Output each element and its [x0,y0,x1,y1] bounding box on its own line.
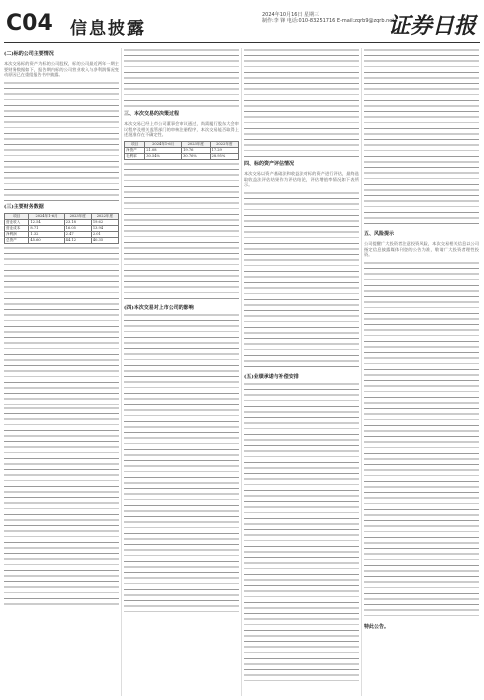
date-line: 2024年10月16日 星期三 [262,12,320,18]
text-block [244,382,359,682]
article-column-3 [244,48,359,696]
table-cell: 营业成本 [5,225,29,231]
text-block [124,48,239,108]
table-cell: 23.18 [64,219,91,225]
text-block [4,246,119,406]
text-block [4,406,119,606]
table-cell: 1.32 [29,231,64,237]
column-paragraph: 本次交易标的资产为标的公司股权，标的公司最近两年一期主要财务数据如下，报告期内标的公司营业收入与净利润情况变动原因已在重组报告书中披露。 [4,61,119,78]
column-heading: 五、风险提示 [364,231,395,237]
table-cell: 12.54 [29,219,64,225]
column-subheading: (三)主要财务数据 [4,203,44,210]
table-cell: 21.08 [145,147,182,153]
table-cell: 8.71 [29,225,64,231]
table-header-cell: 2022年度 [91,213,118,219]
section-title: 信息披露 [70,19,146,39]
text-block [4,81,119,201]
column-subheading: (四)本次交易对上市公司的影响 [124,304,194,311]
brand-logo: 证券日报 [387,13,476,39]
table-cell: 总资产 [5,237,29,243]
table-header-cell: 2023年度 [64,213,91,219]
table-cell: 毛利率 [125,153,145,159]
table-cell: 30.76% [182,153,210,159]
table-cell: 2.01 [91,231,118,237]
column-heading: (二)标的公司主要情况 [4,51,54,57]
text-block [244,48,359,158]
table-cell: 2.47 [64,231,91,237]
column-divider [241,48,242,696]
column-divider [361,48,362,696]
page-number: C04 [6,11,53,36]
text-block [364,48,479,228]
table-cell: 40.35 [91,237,118,243]
column-subheading: (五)业绩承诺与补偿安排 [244,373,299,380]
column-paragraph: 公司提醒广大投资者注意投资风险，本次交易相关信息以公司指定信息披露媒体刊登的公告为准，敬请广大投资者理性投资。 [364,241,479,258]
column-heading: 三、本次交易的决策过程 [124,111,180,117]
article-column-1 [4,48,119,696]
data-table [124,141,239,160]
page-header [4,5,480,43]
table-cell: 净资产 [125,147,145,153]
table-cell: 13.94 [91,225,118,231]
table-cell: 45.60 [29,237,64,243]
column-paragraph: 本次交易已经上市公司董事会审议通过，尚需履行股东大会审议程序及相关监管部门的审核注册程序，本次交易能否取得上述批准存在不确定性。 [124,121,239,138]
table-header-cell: 2022年度 [210,141,238,147]
table-cell: 营业收入 [5,219,29,225]
table-header-cell: 项目 [125,141,145,147]
table-cell: 19.76 [182,147,210,153]
text-block [124,313,239,613]
column-heading: 四、标的资产评估情况 [244,161,295,167]
table-row [125,153,239,159]
table-header-cell: 2024年1-6月 [29,213,64,219]
table-cell: 19.62 [91,219,118,225]
table-cell: 17.29 [210,147,238,153]
table-header-cell: 项目 [5,213,29,219]
text-block [244,191,359,371]
table-row [5,237,119,243]
table-cell: 44.12 [64,237,91,243]
column-divider [121,48,122,696]
table-header-cell: 2024年1-6月 [145,141,182,147]
contact-line: 制作:李 锋 电话:010-83251716 E-mail:zqrb9@zqrb.net [262,18,395,24]
table-cell: 28.95% [210,153,238,159]
table-cell: 30.54% [145,153,182,159]
table-cell: 16.05 [64,225,91,231]
column-subheading: 特此公告。 [364,623,390,630]
column-paragraph: 本次交易以资产基础法和收益法对标的资产进行评估，最终选取收益法评估结果作为评估结论，评估增值率情况如下表所示。 [244,171,359,188]
text-block [124,162,239,302]
header-meta [262,12,394,24]
article-column-4 [364,48,479,696]
text-block [364,261,479,621]
data-table [4,213,119,244]
table-header-cell: 2023年度 [182,141,210,147]
article-column-2 [124,48,239,696]
table-cell: 净利润 [5,231,29,237]
